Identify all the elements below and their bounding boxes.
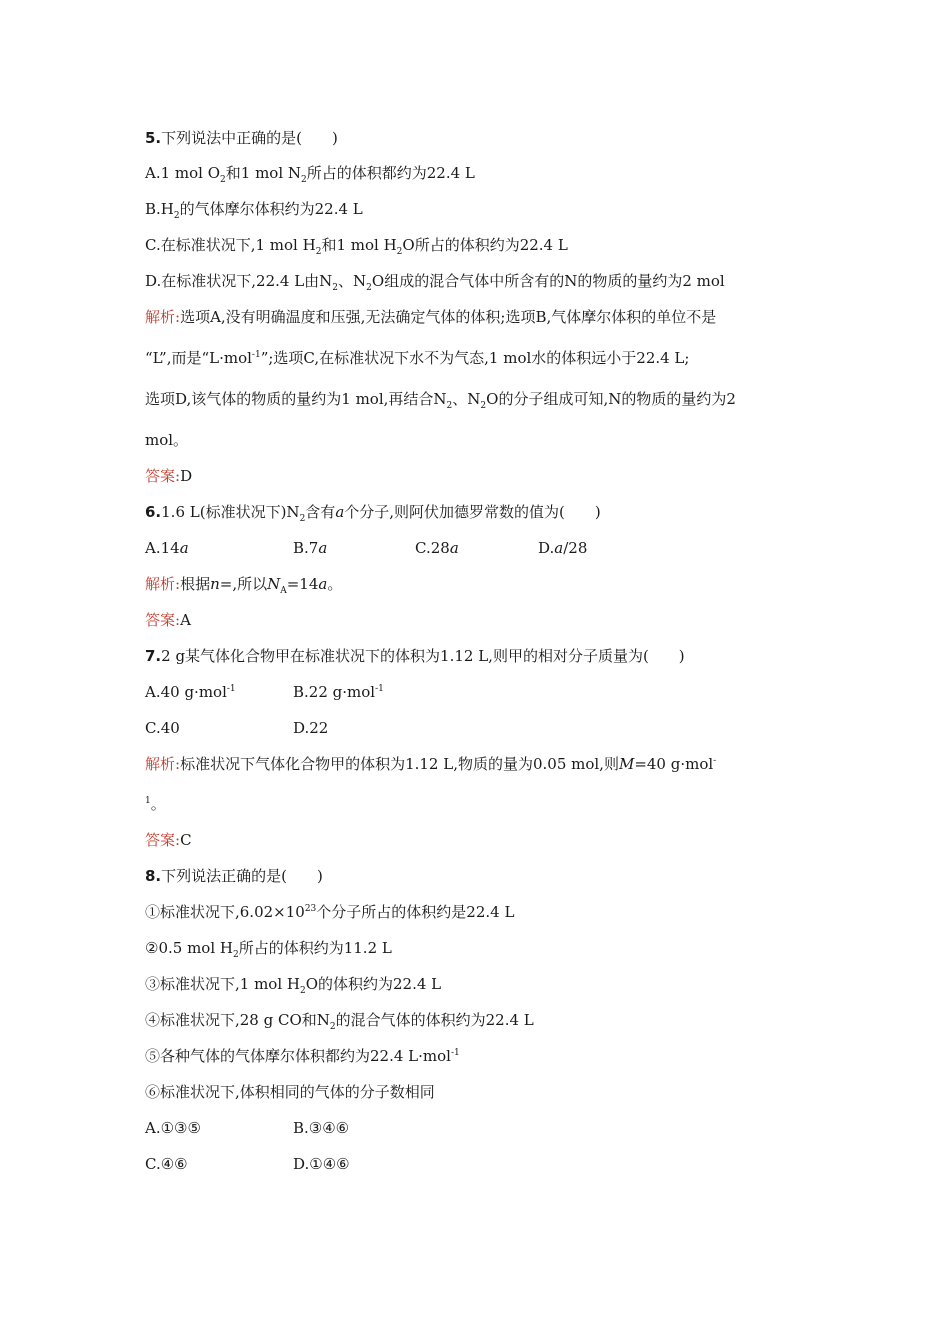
- q6-option-d: D.a/28: [538, 539, 588, 557]
- q7-option-a: A.40 g·mol$^{-1}$: [145, 683, 236, 701]
- q6-number: 6.: [145, 503, 162, 521]
- q5-analysis-line-3: 选项D,该气体的物质的量约为1 mol,再结合$N_2$、$N_2O$的分子组成可知,N的物质的量约为2: [145, 390, 736, 411]
- q8-statement-6: ⑥标准状况下,体积相同的气体的分子数相同: [145, 1083, 435, 1101]
- analysis-label: 解析:: [145, 755, 181, 773]
- q7-option-b: B.22 g·mol$^{-1}$: [293, 683, 384, 701]
- answer-label: 答案:: [145, 611, 181, 629]
- q5-option-c: C.在标准状况下,1 mol $H_2$和1 mol $H_2O$所占的体积约为22.4 L: [145, 236, 568, 257]
- q8-stem: 8.下列说法正确的是( ): [145, 867, 323, 885]
- answer-label: 答案:: [145, 831, 181, 849]
- q7-analysis-line-2: $^1$。: [145, 795, 166, 813]
- q8-number: 8.: [145, 867, 162, 885]
- q8-statement-4: ④标准状况下,28 g CO和$N_2$的混合气体的体积约为22.4 L: [145, 1011, 534, 1032]
- q8-statement-3: ③标准状况下,1 mol $H_2O$的体积约为22.4 L: [145, 975, 442, 996]
- q8-option-d: D.①④⑥: [293, 1155, 350, 1173]
- q8-option-a: A.①③⑤: [145, 1119, 201, 1137]
- q5-option-b: $B.H_2$的气体摩尔体积约为22.4 L: [145, 200, 363, 221]
- q5-stem: 5.下列说法中正确的是( ): [145, 129, 338, 147]
- q5-analysis-line-1: 解析:选项A,没有明确温度和压强,无法确定气体的体积;选项B,气体摩尔体积的单位不是: [145, 308, 717, 326]
- q5-analysis-line-2: “L”,而是“L·mol$^{-1}$”;选项C,在标准状况下水不为气态,1 mol水的体积远小于22.4 L;: [145, 349, 690, 367]
- analysis-label: 解析:: [145, 575, 181, 593]
- q7-number: 7.: [145, 647, 162, 665]
- q6-option-b: B.7a: [293, 539, 328, 557]
- q6-stem: 6.1.6 L(标准状况下)$N_2$含有a个分子,则阿伏加德罗常数的值为( ): [145, 503, 601, 524]
- q6-option-a: A.14a: [145, 539, 189, 557]
- q6-analysis: 解析:根据n=,所以$N_A=14a$。: [145, 575, 343, 596]
- q5-answer: 答案:D: [145, 467, 193, 485]
- q8-statement-1: ①标准状况下$,6.02\times 10^{23}$个分子所占的体积约是22.4 L: [145, 903, 515, 921]
- q8-statement-2: ②0.5 mol $H_2$所占的体积约为11.2 L: [145, 939, 392, 960]
- q8-statement-5: ⑤各种气体的气体摩尔体积都约为22.4 L·mol$^{-1}$: [145, 1047, 460, 1065]
- q7-answer: 答案:C: [145, 831, 192, 849]
- q7-option-c: C.40: [145, 719, 180, 737]
- q5-analysis-line-4: mol。: [145, 431, 189, 449]
- q5-number: 5.: [145, 129, 162, 147]
- q8-option-b: B.③④⑥: [293, 1119, 350, 1137]
- q5-option-a: A.1 mol $O_2$和1 mol $N_2$所占的体积都约为22.4 L: [145, 164, 475, 185]
- q8-option-c: C.④⑥: [145, 1155, 188, 1173]
- analysis-label: 解析:: [145, 308, 181, 326]
- q7-analysis-line-1: 解析:标准状况下气体化合物甲的体积为1.12 L,物质的量为0.05 mol,则M=40 g·mol-: [145, 755, 717, 773]
- answer-label: 答案:: [145, 467, 181, 485]
- q7-option-d: D.22: [293, 719, 329, 737]
- q6-option-c: C.28a: [415, 539, 459, 557]
- q5-option-d: D.在标准状况下,22.4 L由$N_2$、$N_2O$组成的混合气体中所含有的N的物质的量约为2 mol: [145, 272, 725, 293]
- q6-answer: 答案:A: [145, 611, 191, 629]
- q7-stem: 7.2 g某气体化合物甲在标准状况下的体积为1.12 L,则甲的相对分子质量为( ): [145, 647, 685, 665]
